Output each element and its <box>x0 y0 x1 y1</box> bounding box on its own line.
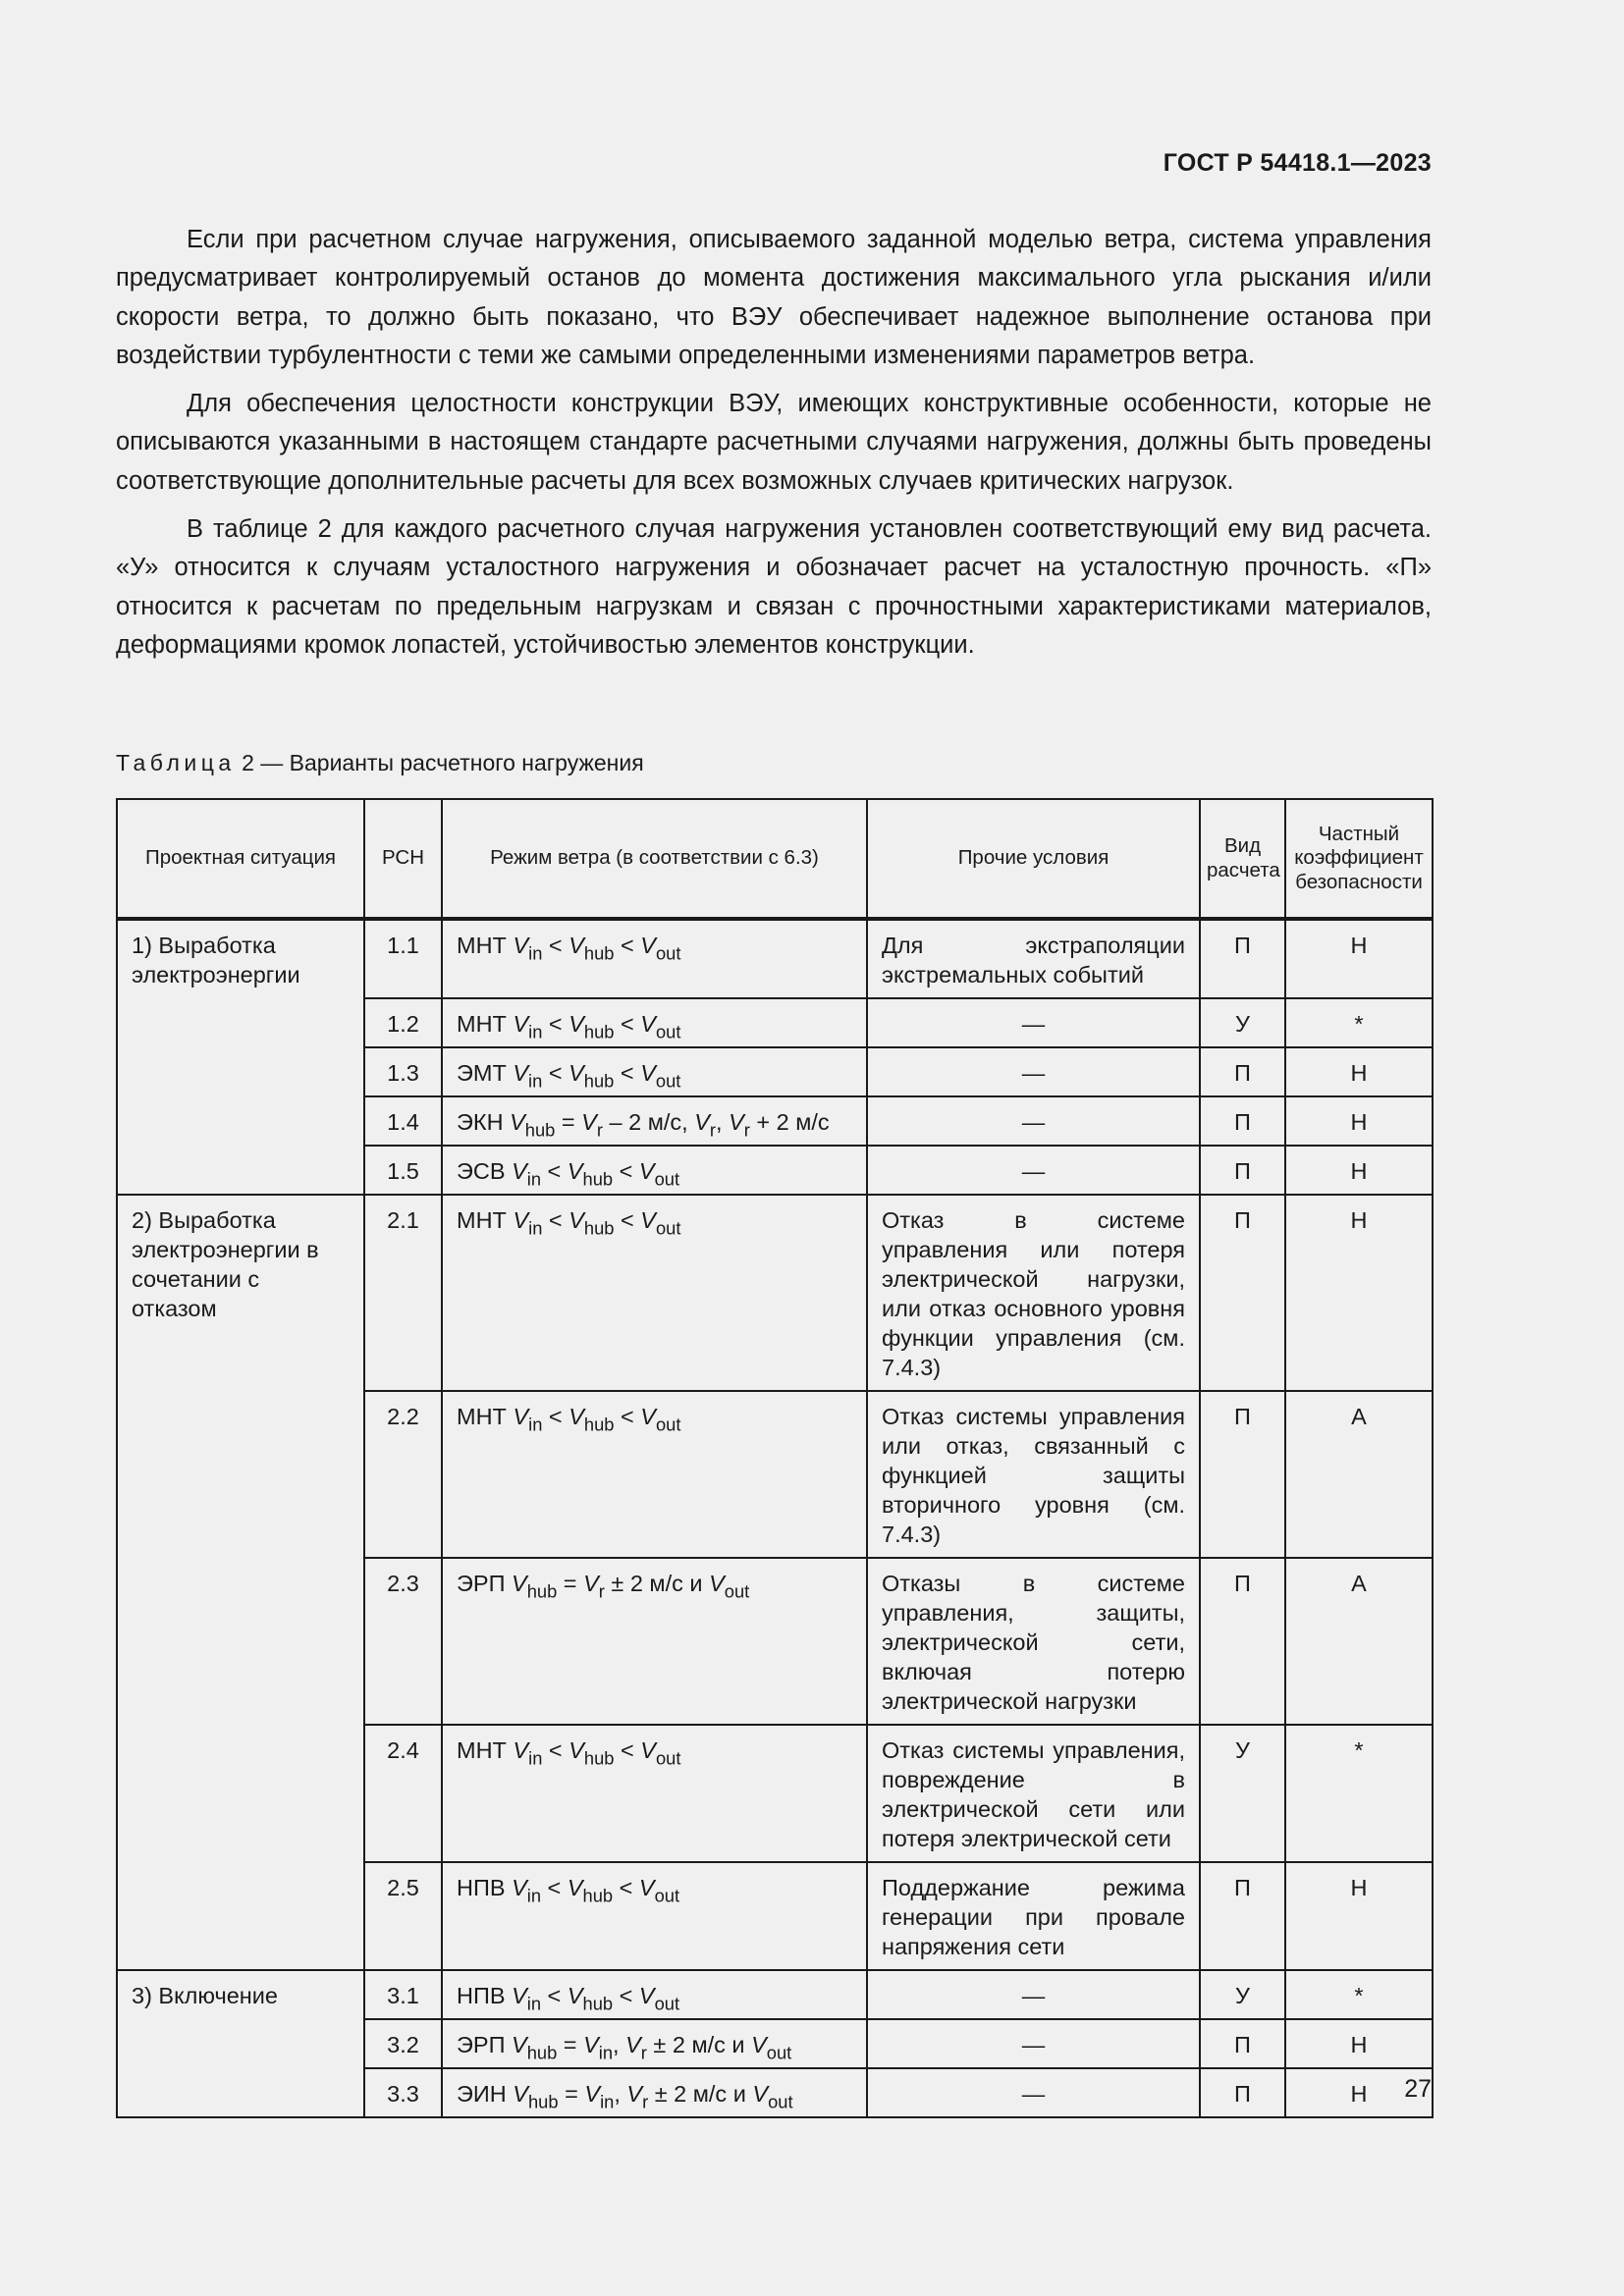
analysis-cell: П <box>1200 1146 1285 1195</box>
factor-cell: * <box>1285 1970 1433 2019</box>
paragraph: Если при расчетном случае нагружения, описываемого заданной моделью ветра, система управления предусматривает контролируемый останов до момента достижения максимального угла рыскания и/или скорости ветра, то должно быть показано, что ВЭУ обеспечивает надежное выполнение останова при воздействии турбулентности с теми же самыми определенными изменениями параметров ветра. <box>116 226 1432 369</box>
dlc-cell: 2.4 <box>364 1725 442 1862</box>
analysis-cell: П <box>1200 2068 1285 2117</box>
analysis-cell: П <box>1200 1047 1285 1096</box>
wind-cell: ЭРП $V_{hub} = V_r \pm 2$ м/с и $V_{out}$ <box>442 1558 867 1725</box>
conditions-cell: Отказ системы управления или отказ, связанный с функцией защиты вторичного уровня (см. 7.4.3) <box>867 1391 1200 1558</box>
situation-cell: 1) Выработка электроэнергии <box>117 919 364 1195</box>
wind-cell: ЭСВ $V_{in} < V_{hub} < V_{out}$ <box>442 1146 867 1195</box>
conditions-cell: Поддержание режима генерации при провале напряжения сети <box>867 1862 1200 1970</box>
wind-cell: МНТ $V_{in} < V_{hub} < V_{out}$ <box>442 1391 867 1558</box>
analysis-cell: П <box>1200 919 1285 998</box>
wind-cell: ЭИН $V_{hub} = V_{in}$, $V_r \pm 2$ м/с и $V_{out}$ <box>442 2068 867 2117</box>
conditions-cell: — <box>867 2068 1200 2117</box>
factor-cell: Н <box>1285 919 1433 998</box>
dlc-cell: 3.2 <box>364 2019 442 2068</box>
analysis-cell: П <box>1200 1195 1285 1391</box>
factor-cell: Н <box>1285 1146 1433 1195</box>
table-caption <box>116 750 644 776</box>
analysis-cell: П <box>1200 1391 1285 1558</box>
table-row <box>117 919 1433 998</box>
dlc-cell: 3.1 <box>364 1970 442 2019</box>
header-dlc: РСН <box>364 799 442 919</box>
conditions-cell: Отказ системы управления, повреждение в электрической сети или потеря электрической сети <box>867 1725 1200 1862</box>
dlc-cell: 2.5 <box>364 1862 442 1970</box>
table-row <box>117 1970 1433 2019</box>
dlc-cell: 1.2 <box>364 998 442 1047</box>
factor-cell: Н <box>1285 1047 1433 1096</box>
conditions-cell: Отказы в системе управления, защиты, электрической сети, включая потерю электрической нагрузки <box>867 1558 1200 1725</box>
dlc-cell: 1.4 <box>364 1096 442 1146</box>
analysis-cell: П <box>1200 1558 1285 1725</box>
dlc-cell: 2.2 <box>364 1391 442 1558</box>
analysis-cell: П <box>1200 1096 1285 1146</box>
factor-cell: Н <box>1285 1195 1433 1391</box>
dlc-cell: 1.1 <box>364 919 442 998</box>
wind-cell: ЭМТ $V_{in} < V_{hub} < V_{out}$ <box>442 1047 867 1096</box>
table-caption-prefix: Таблица <box>116 750 236 775</box>
factor-cell: Н <box>1285 1096 1433 1146</box>
factor-cell: Н <box>1285 2019 1433 2068</box>
conditions-cell: — <box>867 1970 1200 2019</box>
paragraph: Для обеспечения целостности конструкции ВЭУ, имеющих конструктивные особенности, которые не описываются указанными в настоящем стандарте расчетными случаями нагружения, должны быть проведены соответствующие дополнительные расчеты для всех возможных случаев критических нагрузок. <box>116 390 1432 495</box>
wind-cell: МНТ $V_{in} < V_{hub} < V_{out}$ <box>442 919 867 998</box>
conditions-cell: — <box>867 1047 1200 1096</box>
analysis-cell: П <box>1200 2019 1285 2068</box>
dlc-cell: 1.5 <box>364 1146 442 1195</box>
wind-cell: ЭКН $V_{hub} = V_r - 2$ м/с, $V_r$, $V_r + 2$ м/с <box>442 1096 867 1146</box>
conditions-cell: — <box>867 1096 1200 1146</box>
body-text <box>116 221 1432 674</box>
dlc-cell: 2.1 <box>364 1195 442 1391</box>
page-number: 27 <box>1404 2075 1432 2103</box>
wind-cell: ЭРП $V_{hub} = V_{in}$, $V_r \pm 2$ м/с и $V_{out}$ <box>442 2019 867 2068</box>
header-factor: Частный коэффициент безопасности <box>1285 799 1433 919</box>
dlc-cell: 3.3 <box>364 2068 442 2117</box>
factor-cell: Н <box>1285 1862 1433 1970</box>
wind-cell: НПВ $V_{in} < V_{hub} < V_{out}$ <box>442 1970 867 2019</box>
situation-cell: 3) Включение <box>117 1970 364 2117</box>
header-other: Прочие условия <box>867 799 1200 919</box>
factor-cell: * <box>1285 998 1433 1047</box>
dlc-cell: 1.3 <box>364 1047 442 1096</box>
header-analysis: Вид расчета <box>1200 799 1285 919</box>
table-caption-number: 2 <box>242 750 254 775</box>
analysis-cell: У <box>1200 998 1285 1047</box>
wind-cell: МНТ $V_{in} < V_{hub} < V_{out}$ <box>442 1195 867 1391</box>
conditions-cell: — <box>867 2019 1200 2068</box>
header-situation: Проектная ситуация <box>117 799 364 919</box>
load-cases-table <box>116 798 1434 2118</box>
header-wind: Режим ветра (в соответствии с 6.3) <box>442 799 867 919</box>
wind-cell: МНТ $V_{in} < V_{hub} < V_{out}$ <box>442 1725 867 1862</box>
factor-cell: А <box>1285 1391 1433 1558</box>
factor-cell: Н <box>1285 2068 1433 2117</box>
table-row <box>117 1195 1433 1391</box>
table-caption-title: — Варианты расчетного нагружения <box>260 750 644 775</box>
conditions-cell: — <box>867 1146 1200 1195</box>
conditions-cell: Для экстраполяции экстремальных событий <box>867 919 1200 998</box>
analysis-cell: У <box>1200 1970 1285 2019</box>
paragraph: В таблице 2 для каждого расчетного случая нагружения установлен соответствующий ему вид расчета. «У» относится к случаям усталостного нагружения и обозначает расчет на усталостную прочность. «П» относится к расчетам по предельным нагрузкам и связан с прочностными характеристиками материалов, деформациями кромок лопастей, устойчивостью элементов конструкции. <box>116 515 1432 659</box>
wind-cell: МНТ $V_{in} < V_{hub} < V_{out}$ <box>442 998 867 1047</box>
factor-cell: * <box>1285 1725 1433 1862</box>
dlc-cell: 2.3 <box>364 1558 442 1725</box>
standard-header: ГОСТ Р 54418.1—2023 <box>1163 149 1432 177</box>
table-header-row <box>117 799 1433 919</box>
wind-cell: НПВ $V_{in} < V_{hub} < V_{out}$ <box>442 1862 867 1970</box>
conditions-cell: Отказ в системе управления или потеря электрической нагрузки, или отказ основного уровня функции управления (см. 7.4.3) <box>867 1195 1200 1391</box>
factor-cell: А <box>1285 1558 1433 1725</box>
analysis-cell: П <box>1200 1862 1285 1970</box>
situation-cell: 2) Выработка электроэнергии в сочетании с отказом <box>117 1195 364 1970</box>
conditions-cell: — <box>867 998 1200 1047</box>
analysis-cell: У <box>1200 1725 1285 1862</box>
